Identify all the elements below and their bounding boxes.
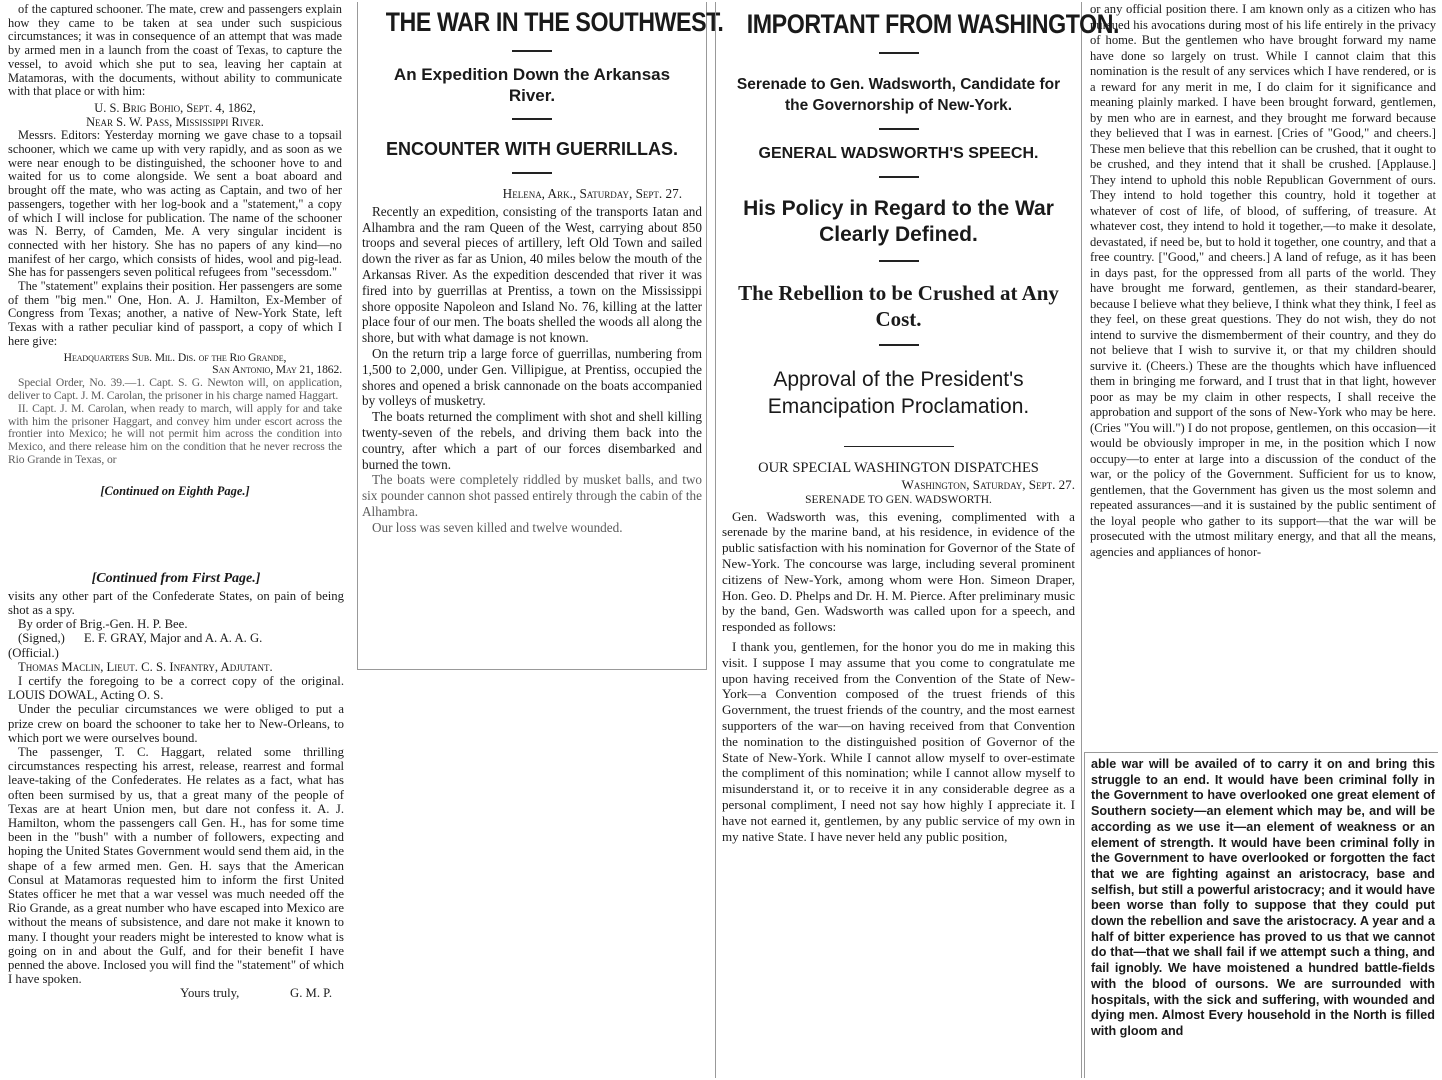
speech-paragraph: I thank you, gentlemen, for the honor you do me in making this visit. I suppose I may assume that you come to congratulate me upon having received from the Convention of the State of New-York—a Convention composed of the truest friends of this Government, the truest friends of the country, and the most earnest supporters of the war—on having received from that Convention the nomination to the distinguished position of Governor of the State of New-York. While I cannot allow myself to over-estimate the compliment of this nomination; while I cannot allow myself to misunderstand it, or to receive it in any considerable degree as a personal compliment, I need not say how highly I appreciate it. I have not earned it, gentlemen, by any public service of my own in my native State. I have never held any public position, <box>722 638 1075 844</box>
article-paragraph: The "statement" explains their position. Her passengers are some of them "big men." One, Hon. A. J. Hamilton, Ex-Member of Congress from Texas; another, a native of New-York State, left Texas with a rather peculiar kind of passport, a copy of which I here give: <box>8 279 342 348</box>
article-paragraph: Gen. Wadsworth was, this evening, complimented with a serenade by the marine band, at his residence, in evidence of the public satisfaction with his nomination for Governor of the State of New-York. The concourse was large, including several prominent citizens of New-York, among whom were Hon. Simeon Draper, Hon. Geo. D. Phelps and Dr. H. M. Pierce. After preliminary music by the band, Gen. Wadsworth was called upon for a speech, and responded as follows: <box>722 508 1075 635</box>
clipping-war-southwest <box>357 2 724 670</box>
deck: Serenade to Gen. Wadsworth, Candidate for the Governorship of New-York. <box>736 76 1061 114</box>
divider <box>512 50 552 52</box>
official-line: (Official.) <box>8 645 59 660</box>
article-paragraph: Under the peculiar circumstances we were obliged to put a prize crew on board the schooner to take her to New-Orleans, to which port we were ourselves bound. <box>8 702 344 745</box>
subhead: SERENADE TO GEN. WADSWORTH. <box>805 493 992 506</box>
article-paragraph: Recently an expedition, consisting of the transports Iatan and Alhambra and the ram Queen of the West, carrying about 850 troops and several pieces of artillery, left Old Town and sailed down the river as far as Union, 40 miles below the mouth of the Arkansas River. As the expedition descended that river it was fired into by guerrillas at Prentiss, a town on the Mississippi shore opposite Napoleon and Island No. 76, killing at the latter place four of our men. The boats shelled the woods all along the shore, but with what damage is not known. <box>362 203 702 346</box>
deck: The Rebellion to be Crushed at Any Cost. <box>738 281 1059 331</box>
clipping-speech-continued <box>1088 2 1438 750</box>
article-paragraph: Our loss was seven killed and twelve wounded. <box>372 519 623 535</box>
dateline: Washington, Saturday, Sept. 27. <box>901 477 1075 492</box>
continued-from-note: [Continued from First Page.] <box>91 571 261 586</box>
article-paragraph: The boats returned the compliment with shot and shell killing twenty-seven of the rebels, and driving them back into the country, after which a part of our forces disembarked and burned the town. <box>362 409 702 472</box>
headline: THE WAR IN THE SOUTHWEST. <box>385 7 724 37</box>
clipping-continued <box>4 570 364 1078</box>
deck: ENCOUNTER WITH GUERRILLAS. <box>386 139 678 159</box>
article-paragraph: The passenger, T. C. Haggart, related some thrilling circumstances respecting his arrest, release, rearrest and formal leave-taking of the Confederates. He relates as a fact, what has often been surmised by us, that a great many of the people of Texas are at heart Union men, but dare not confess it. A. J. Hamilton, whom the passengers call Gen. H., has for some time been in the "bush" with a number of followers, expecting and hoping the United States Government would send them aid, in the shape of a few armed men. Gen. H. says that the American Consul at Matamoras requested him to inform the first United States officer he met that a war vessel was much needed off the Rio Grande, as a great number who have escaped into Mexico are without the means of subsistence, and dare not make it known to many. I thought your readers might be interested to know what is going on in and about the Gulf, and for their benefit I have penned the above. Inclosed you will find the "statement" of which I have spoken. <box>8 744 344 987</box>
clipping-important-washington <box>715 2 1120 1078</box>
article-paragraph: of the captured schooner. The mate, crew and passengers explain how they came to be taken at sea under such suspicious circumstances; it was in consequence of an attempt that was made by armed men in a launch from the coast of Texas, to capture the vessel, to avoid which she put to sea, leaving her captain at Matamoras, with the documents, without ability to communicate with that place or with him: <box>8 2 342 99</box>
divider <box>879 52 919 54</box>
letter-signoff: Yours truly, G. M. P. <box>180 986 332 1001</box>
clipping-speech-bold <box>1084 752 1438 1078</box>
letter-heading: U. S. Brig Bohio, Sept. 4, 1862, <box>94 100 256 115</box>
order-heading: Headquarters Sub. Mil. Dis. of the Rio Grande, <box>63 350 287 364</box>
divider <box>512 172 552 174</box>
deck: An Expedition Down the Arkansas River. <box>393 65 671 105</box>
divider <box>512 118 552 120</box>
order-date: San Antonio, May 21, 1862. <box>212 363 342 377</box>
divider <box>879 344 919 346</box>
dateline: Helena, Ark., Saturday, Sept. 27. <box>502 186 682 201</box>
order-line: By order of Brig.-Gen. H. P. Bee. <box>18 617 188 632</box>
letter-location: Near S. W. Pass, Mississippi River. <box>86 114 264 129</box>
adjutant-line: Thomas Maclin, Lieut. C. S. Infantry, Adjutant. <box>18 659 273 674</box>
speech-paragraph: or any official position there. I am known only as a citizen who has pursued his avocations during most of his life entirely in the privacy of home. But the gentlemen who have brought forward my name have done so largely on trust. While I cannot claim that this nomination is the result of any services which I have rendered, or is a reward for any merit in me, I do claim for it significance and meaning plainly marked. I have been brought forward, gentlemen, by men who are in earnest, and they brought me forward because they believed that I was in earnest. [Cries of "Good," and cheers.] These men believe that this rebellion can be crushed, that it ought to be crushed, and they intend that it shall be crushed. [Applause.] They intend to uphold this noble Republican Government of ours. They intend to hold together this country, hold it together at whatever of cost of life, of blood, of suffering, of treasure. At whatever cost, they intend to hold it together,—to make it desolate, devastated, if need be, but to hold it together, one country, and that a free country. ["Good," and cheers.] A land of refuge, as it has been in days past, for the oppressed from all parts of the world. They have brought me forward, gentlemen, as their standard-bearer, because I believe what they believe, I think what they think, I feel as they feel, on these great questions. They do not wish, they do not intend to survive the dismemberment of their country, and they do not believe that I wish to survive it, or that my children should survive it. (Cheers.) These are the thoughts which have influenced them in bringing me forward, and I trust that in that light, however poor as may be my claim in other respects, I shall receive the approbation and support of the sons of New-York who may be here. (Cries "You will.") I do not propose, gentlemen, on this occasion—it would be obviously improper in me, in the position which I now occupy—to enter at large into a discussion of the conduct of the war, or the policy of the Government. Sufficient for us to know, gentlemen, that the Government has given us the most solemn and repeated assurances—and it is sustained by the public sentiment of the loyal people who gather to its support—that the war will be prosecuted with the utmost military energy, and that all the means, agencies and appliances of honor- <box>1090 2 1436 559</box>
article-paragraph: On the return trip a large force of guerrillas, numbering from 1,500 to 2,000, under Gen. Villipigue, at Prentiss, occupied the shores and opened a brisk cannonade on the boats accompanied by volleys of musketry. <box>362 345 702 409</box>
clipping-captured-schooner <box>4 2 346 580</box>
divider <box>879 176 919 178</box>
divider <box>879 128 919 130</box>
order-paragraph: II. Capt. J. M. Carolan, when ready to march, will apply for and take with him the prisoner Haggart, and convey him under escort across the frontier into Mexico; he will not permit him across the condition into Mexico, and there release him on the condition that he never recross the Rio Grande in Texas, or <box>8 401 342 466</box>
deck: Approval of the President's Emancipation Proclamation. <box>767 368 1030 418</box>
certify-line: I certify the foregoing to be a correct copy of the original. LOUIS DOWAL, Acting O. S. <box>8 673 364 703</box>
order-paragraph: Special Order, No. 39.—1. Capt. S. G. Newton will, on application, deliver to Capt. J. M. Carolan, the prisoner in his charge named Haggart. <box>8 376 342 402</box>
deck: GENERAL WADSWORTH'S SPEECH. <box>758 145 1039 162</box>
article-paragraph: Messrs. Editors: Yesterday morning we gave chase to a topsail schooner, which we came up with very rapidly, and as soon as we were near enough to be distinguished, the schooner hove to and waited for us to come alongside. We sent a boat aboard and brought off the mate, who was acting as Captain, and two of her passengers, together with her log-book and a "statement," a copy of which I will inclose for publication. The name of the schooner was N. Berry, of Camden, Me. A very singular incident is connected with her history. She has no papers of any kind—no manifest of her cargo, which consists of hides, wool and pig-lead. She has for passengers seven political refugees from "secessdom." <box>8 128 342 280</box>
article-paragraph: visits any other part of the Confederate States, on pain of being shot as a spy. <box>8 588 344 617</box>
section-heading: OUR SPECIAL WASHINGTON DISPATCHES <box>758 460 1039 476</box>
article-paragraph: The boats were completely riddled by musket balls, and two six pounder cannon shot passed entirely through the cabin of the Alhambra. <box>362 472 702 519</box>
signature-line: (Signed,) E. F. GRAY, Major and A. A. A. G. <box>18 631 263 646</box>
speech-paragraph: able war will be availed of to carry it on and bring this struggle to an end. It would have been criminal folly in the Government to have overlooked one great element of Southern society—an element which may be, and will be according as we use it—an element of weakness or an element of strength. It would have been criminal folly in the Government to have overlooked or forgotten the fact that we are fighting against an aristocracy, base and selfish, but still a powerful aristocracy; and it would have been worse than folly to suppose that they could put down the rebellion and save the aristocracy. A year and a half of bitter experience has proved to us that we cannot do that—that we shall fail if we attempt such a thing, and fail ignobly. We have moistened a hundred battle-fields with the blood of oursons. We are surrounded with hospitals, with the sick and suffering, with wounded and dying men. Almost Every household in the North is filled with gloom and <box>1091 757 1435 1038</box>
headline: IMPORTANT FROM WASHINGTON. <box>746 9 1120 39</box>
divider <box>844 446 954 447</box>
continued-on-note: [Continued on Eighth Page.] <box>100 483 250 498</box>
divider <box>879 260 919 262</box>
deck: His Policy in Regard to the War Clearly Defined. <box>743 197 1054 246</box>
